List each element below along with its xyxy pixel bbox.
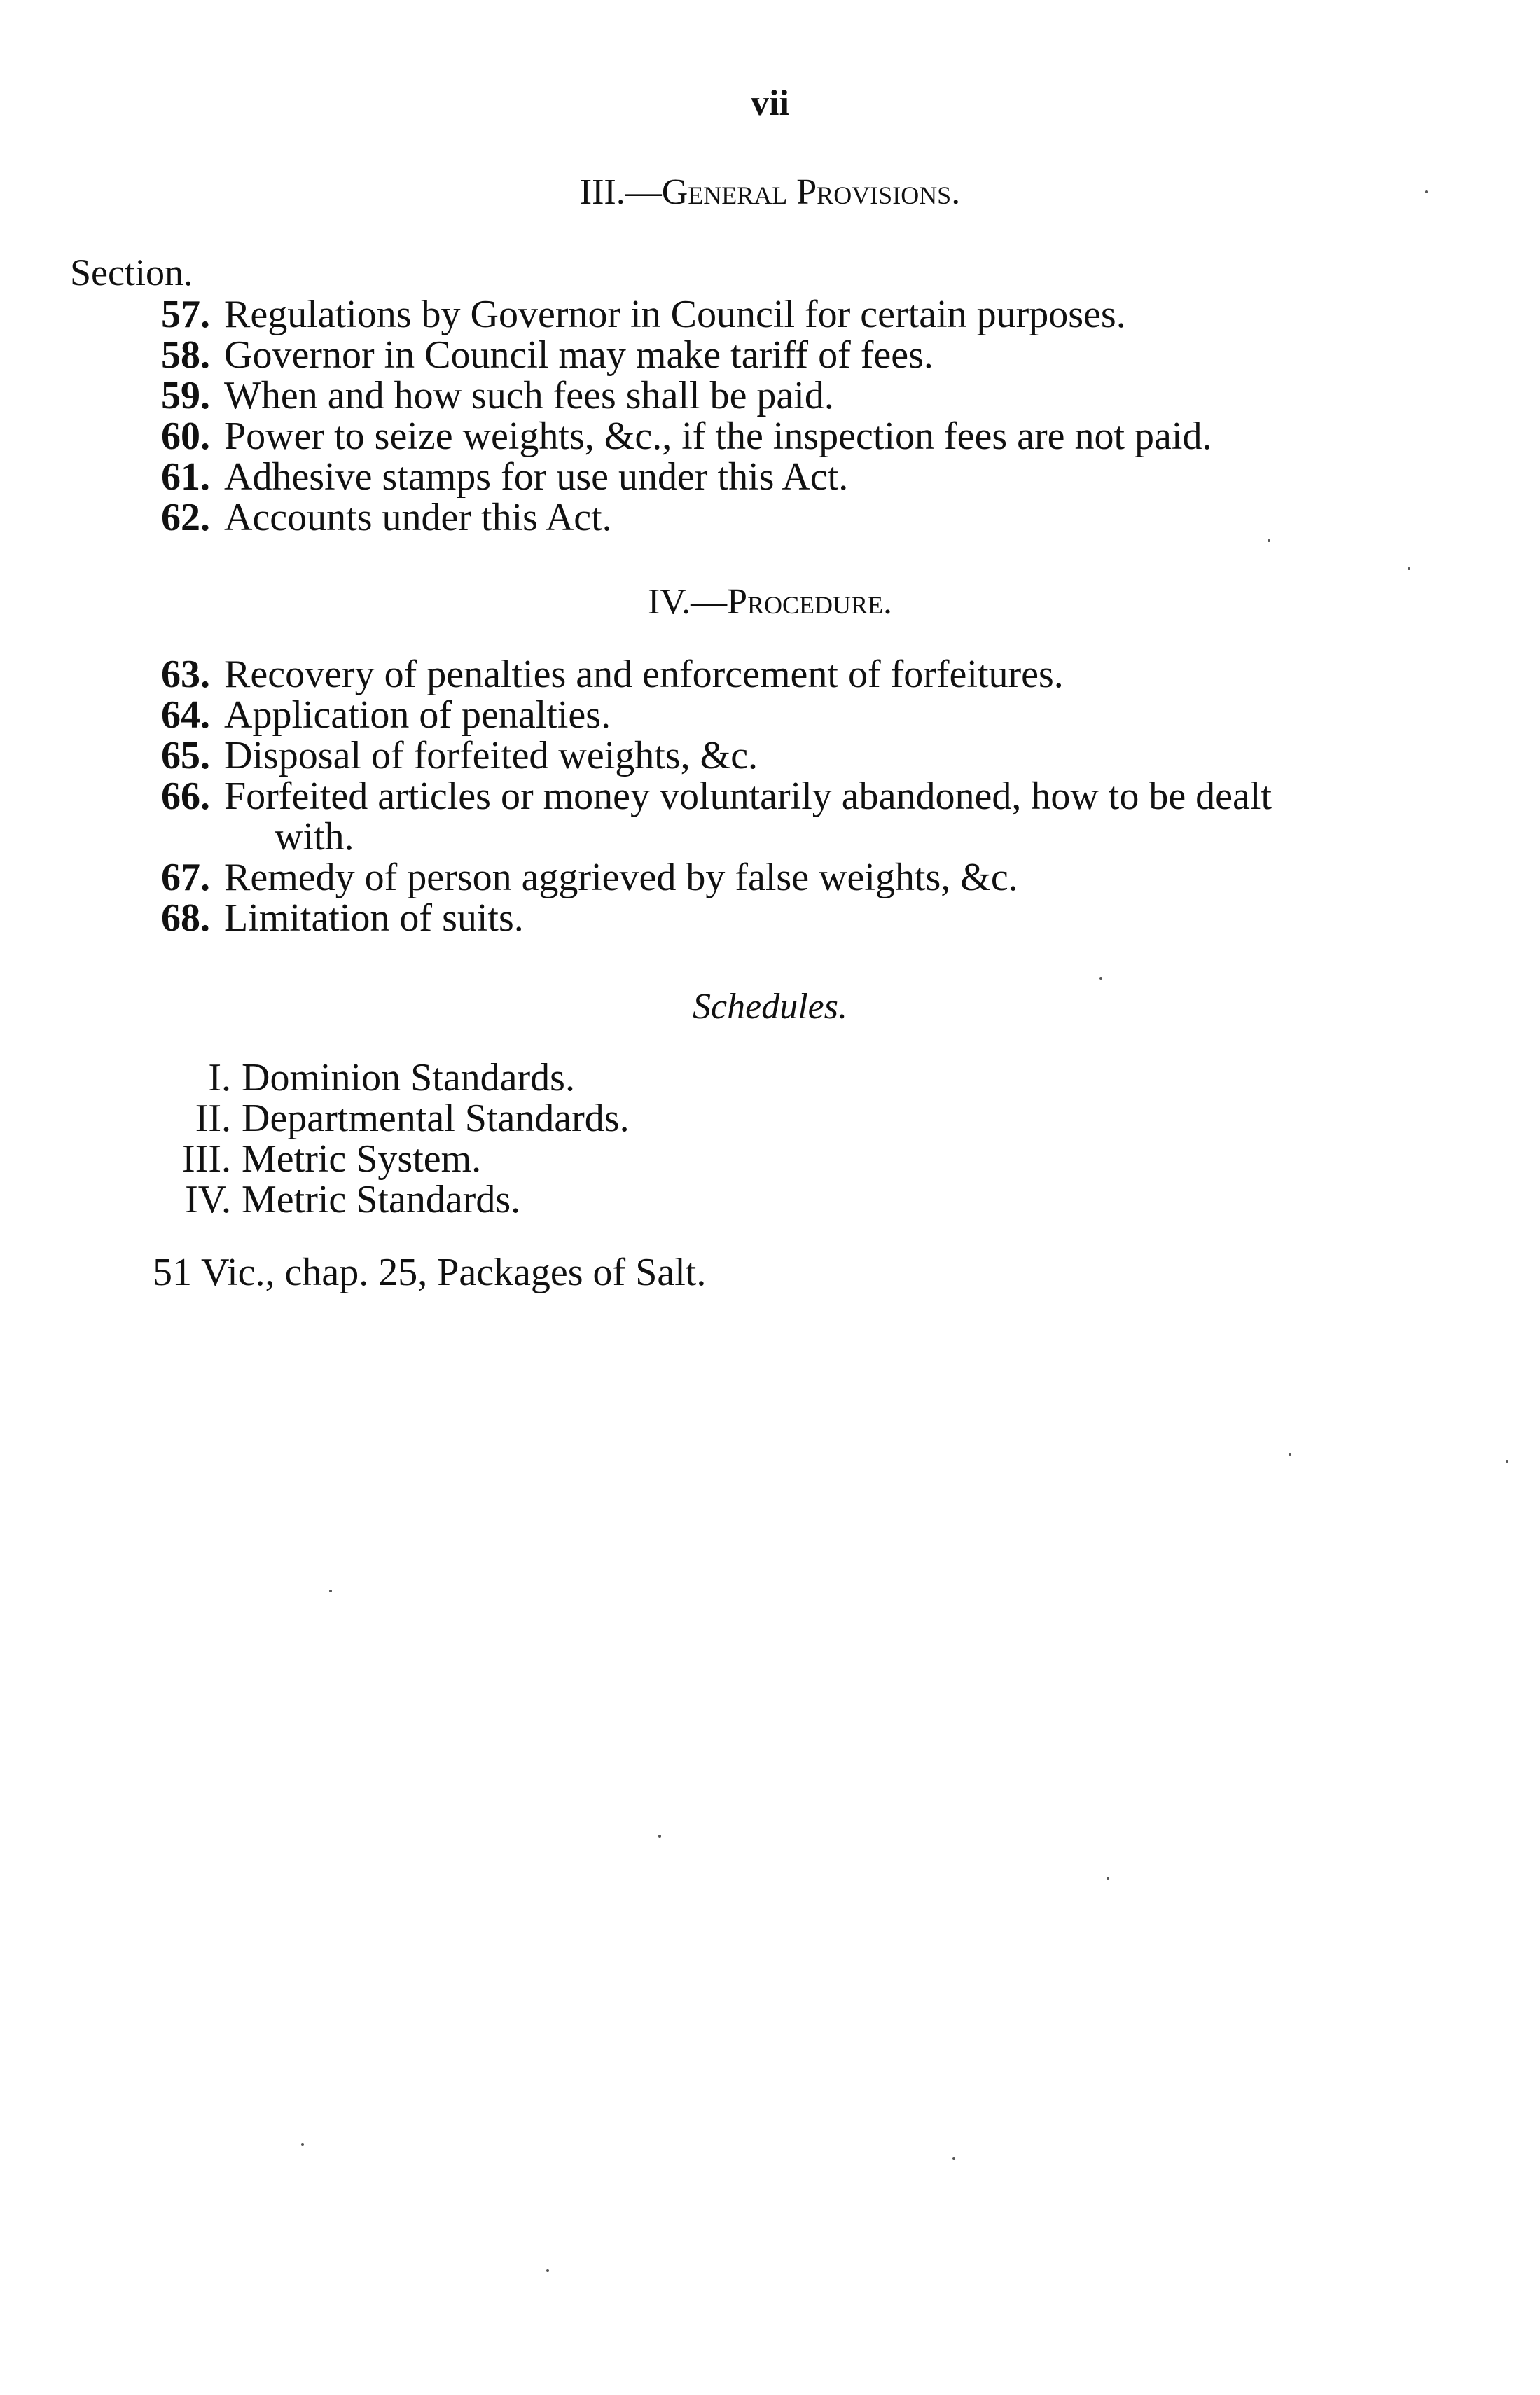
entry-number: 58.: [161, 333, 210, 377]
entry-text: Recovery of penalties and enforcement of forfeitures.: [224, 653, 1064, 696]
entry-number: 61.: [161, 455, 210, 499]
entry-text: Limitation of suits.: [224, 896, 524, 940]
scan-speck: [301, 2143, 304, 2146]
page-number: vii: [751, 83, 789, 123]
entry-text: Forfeited articles or money voluntarily abandoned, how to be dealt: [224, 775, 1272, 818]
entry-number: 68.: [161, 896, 210, 940]
scan-speck: [1408, 567, 1410, 570]
entry-number: 67.: [161, 856, 210, 899]
scan-speck: [1425, 190, 1428, 193]
schedule-number: IV.: [185, 1178, 231, 1221]
entry-text-continuation: with.: [275, 815, 354, 859]
schedule-text: Metric Standards.: [242, 1178, 521, 1221]
schedule-text: Dominion Standards.: [242, 1056, 575, 1099]
entry-text: Remedy of person aggrieved by false weights, &c.: [224, 856, 1018, 899]
scan-speck: [329, 1590, 332, 1592]
entry-text: Adhesive stamps for use under this Act.: [224, 455, 849, 499]
entry-text: When and how such fees shall be paid.: [224, 374, 834, 417]
scan-speck: [952, 2157, 955, 2160]
entry-number: 59.: [161, 374, 210, 417]
entry-number: 60.: [161, 415, 210, 458]
scan-speck: [1099, 977, 1102, 980]
schedule-text: Metric System.: [242, 1137, 482, 1181]
schedule-text: Departmental Standards.: [242, 1097, 630, 1140]
footer-statute-reference: 51 Vic., chap. 25, Packages of Salt.: [153, 1251, 707, 1294]
entry-number: 66.: [161, 775, 210, 818]
schedule-number: III.: [182, 1137, 231, 1181]
entry-number: 64.: [161, 693, 210, 737]
schedule-number: II.: [195, 1097, 231, 1140]
entry-text: Governor in Council may make tariff of fees.: [224, 333, 934, 377]
part-three-heading: III.—General Provisions.: [579, 172, 961, 212]
part-four-heading: IV.—Procedure.: [647, 582, 893, 622]
scan-speck: [1506, 1460, 1508, 1463]
scan-speck: [1107, 1877, 1109, 1880]
section-label: Section.: [70, 251, 193, 293]
entry-number: 63.: [161, 653, 210, 696]
entry-number: 62.: [161, 496, 210, 539]
entry-text: Disposal of forfeited weights, &c.: [224, 734, 758, 777]
scan-speck: [1289, 1453, 1291, 1456]
schedule-number: I.: [208, 1056, 231, 1099]
entry-number: 65.: [161, 734, 210, 777]
schedules-heading: Schedules.: [693, 987, 847, 1027]
entry-number: 57.: [161, 293, 210, 336]
entry-text: Regulations by Governor in Council for certain purposes.: [224, 293, 1126, 336]
scan-speck: [658, 1835, 661, 1838]
scan-speck: [1268, 539, 1270, 542]
entry-text: Accounts under this Act.: [224, 496, 612, 539]
entry-text: Application of penalties.: [224, 693, 611, 737]
scan-speck: [546, 2269, 549, 2272]
entry-text: Power to seize weights, &c., if the inspection fees are not paid.: [224, 415, 1212, 458]
